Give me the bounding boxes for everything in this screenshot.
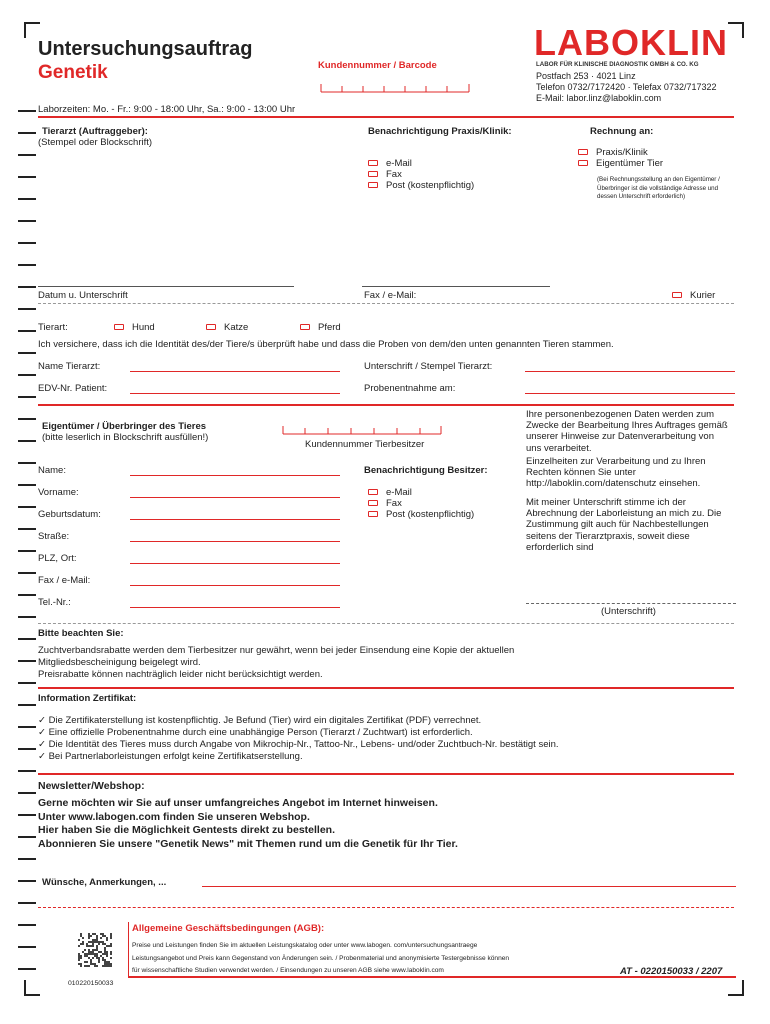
certificate-item: ✓ Die Zertifikaterstellung ist kostenpflichtig. Je Befund (Tier) wird ein digitales Zertifikat (PDF) verrechnet. [38,715,482,726]
edge-tick [18,132,36,134]
edge-tick [18,792,36,794]
invoice-options [578,147,663,169]
certificate-heading: Information Zertifikat: [38,693,137,704]
agb-line-2: Leistungsangebot und Preis kann Gegenstand von Änderungen sein. / Probenmaterial und anonymisierte Testergebnisse können [132,954,510,962]
invoice-practice[interactable]: Praxis/Klinik [578,147,663,158]
edge-tick [18,176,36,178]
edge-tick [18,550,36,552]
edge-tick [18,638,36,640]
edge-tick [18,682,36,684]
edge-tick [18,198,36,200]
owner-notify-fax[interactable]: Fax [368,498,474,509]
lab-address: Postfach 253 · 4021 Linz [536,71,636,81]
vet-name-field[interactable] [130,371,340,372]
divider-owner [38,623,734,624]
edge-tick [18,968,36,970]
edge-tick [18,858,36,860]
owner-field-input[interactable] [130,607,340,608]
owner-customer-number-label: Kundennummer Tierbesitzer [305,439,425,450]
edge-tick [18,704,36,706]
edge-tick [18,748,36,750]
wishes-field[interactable] [202,886,736,887]
owner-field-label: Fax / e-Mail: [38,575,91,586]
newsletter-heading: Newsletter/Webshop: [38,780,145,792]
edge-tick [18,726,36,728]
form-code: AT - 0220150033 / 2207 [620,966,723,977]
notes-line-2: Mitgliedsbescheinigung beigelegt wird. [38,657,201,668]
fax-email-line [362,286,550,287]
edv-label: EDV-Nr. Patient: [38,383,108,394]
checkbox-icon [300,324,310,330]
checkbox-icon [368,171,378,177]
corner-mark-bottom-right [728,980,744,996]
customer-number-field[interactable] [320,80,470,94]
divider-animal [38,404,734,406]
agb-line-3: für wissenschaftliche Studien verwendet werden. / Einsendungen zu unseren AGB siehe www.laboklin.com [132,967,444,974]
edge-tick [18,528,36,530]
edv-field[interactable] [130,393,340,394]
edge-tick [18,814,36,816]
edge-tick [18,418,36,420]
animal-horse[interactable]: Pferd [300,322,341,333]
edge-tick [18,264,36,266]
newsletter-line: Hier haben Sie die Möglichkeit Gentests direkt zu bestellen. [38,824,335,836]
owner-heading: Eigentümer / Überbringer des Tieres [42,421,207,432]
vet-notify-fax[interactable]: Fax [368,169,474,180]
sample-date-label: Probenentnahme am: [364,383,456,394]
notes-line-1: Zuchtverbandsrabatte werden dem Tierbesitzer nur gewährt, wenn bei jeder Einsendung eine Kopie der aktuellen [38,645,515,656]
edge-tick [18,374,36,376]
notes-line-3: Preisrabatte können nachträglich leider nicht berücksichtigt werden. [38,669,323,680]
newsletter-line: Unter www.labogen.com finden Sie unseren Webshop. [38,810,310,823]
edge-tick [18,484,36,486]
edge-tick [18,770,36,772]
edge-tick [18,308,36,310]
owner-notify-heading: Benachrichtigung Besitzer: [364,465,488,476]
divider-notes [38,687,734,689]
edge-tick [18,330,36,332]
animal-dog[interactable]: Hund [114,322,155,333]
owner-notify-email[interactable]: e-Mail [368,487,474,498]
checkbox-icon [672,292,682,298]
vet-heading: Tierarzt (Auftraggeber): [42,126,148,137]
edge-tick [18,616,36,618]
vet-notify-heading: Benachrichtigung Praxis/Klinik: [368,126,512,137]
corner-mark-bottom-left [24,980,40,996]
sample-date-field[interactable] [525,393,735,394]
vet-sign-field[interactable] [525,371,735,372]
wishes-field-line-2[interactable] [38,907,734,908]
wishes-label: Wünsche, Anmerkungen, ... [42,877,167,888]
newsletter-line: Gerne möchten wir Sie auf unser umfangreiches Angebot im Internet hinweisen. [38,797,438,809]
courier-option[interactable]: Kurier [672,290,715,301]
checkbox-icon [578,149,588,155]
corner-mark-top-left [24,22,40,38]
edge-tick [18,242,36,244]
divider-top [38,116,734,118]
edge-tick [18,836,36,838]
vet-sign-label: Unterschrift / Stempel Tierarzt: [364,361,493,372]
owner-signature-line[interactable] [526,603,736,604]
owner-field-input[interactable] [130,475,340,476]
vet-name-label: Name Tierarzt: [38,361,101,372]
notes-text [38,645,514,681]
date-sign-label: Datum u. Unterschrift [38,290,128,301]
certificate-list [38,715,559,763]
edge-tick [18,286,36,288]
checkbox-icon [368,500,378,506]
certificate-item: ✓ Bei Partnerlaborleistungen erfolgt keine Zertifikatserstellung. [38,751,303,762]
edge-tick [18,352,36,354]
page-title: Untersuchungsauftrag [38,38,253,60]
lab-phone: Telefon 0732/7172420 · Telefax 0732/717322 [536,82,717,92]
edge-tick [18,946,36,948]
owner-field-input[interactable] [130,563,340,564]
checkbox-icon [368,489,378,495]
owner-customer-number-field[interactable] [282,422,442,436]
checkbox-icon [206,324,216,330]
edge-tick [18,924,36,926]
edge-tick [18,440,36,442]
notes-heading: Bitte beachten Sie: [38,628,124,639]
corner-mark-top-right [728,22,744,38]
logo-tagline: LABOR FÜR KLINISCHE DIAGNOSTIK GMBH & CO. KG [536,61,699,68]
owner-field-input[interactable] [130,541,340,542]
vet-notify-email[interactable]: e-Mail [368,158,474,169]
vet-stamp-hint: (Stempel oder Blockschrift) [38,137,153,148]
owner-field-label: Vorname: [38,487,79,498]
edge-tick [18,572,36,574]
invoice-heading: Rechnung an: [590,126,654,137]
invoice-note: (Bei Rechnungsstellung an den Eigentümer / Überbringer ist die vollständige Adresse und dessen Unterschrift erforderlich) [597,176,720,200]
animal-type-label: Tierart: [38,322,68,333]
newsletter-text [38,797,458,851]
divider-vet [38,303,734,304]
laboklin-logo: LABOKLIN [534,22,728,63]
checkbox-icon [368,511,378,517]
checkbox-icon [114,324,124,330]
owner-hint: (bitte leserlich in Blockschrift ausfüllen!) [42,432,209,443]
fax-email-label: Fax / e-Mail: [364,290,417,301]
owner-field-label: Tel.-Nr.: [38,597,71,608]
edge-tick [18,660,36,662]
owner-field-label: Name: [38,465,66,476]
newsletter-line: Abonnieren Sie unsere "Genetik News" mit Themen rund um die Genetik für Ihr Tier. [38,837,458,850]
page-subtitle: Genetik [38,62,108,83]
edge-tick [18,880,36,882]
invoice-owner[interactable]: Eigentümer Tier [578,158,663,169]
edge-tick [18,594,36,596]
privacy-text-1: Ihre personenbezogenen Daten werden zum Zwecke der Bearbeitung Ihres Auftrages gemäß unserer Hinweise zur Datenverarbeitung von uns verarbeitet. [526,409,728,454]
vet-notify-post[interactable]: Post (kostenpflichtig) [368,180,474,191]
barcode-number: 010220150033 [68,980,114,987]
owner-notify-post[interactable]: Post (kostenpflichtig) [368,509,474,520]
edge-tick [18,396,36,398]
checkbox-icon [578,160,588,166]
agb-heading: Allgemeine Geschäftsbedingungen (AGB): [132,923,325,934]
certificate-item: ✓ Eine offizielle Probenentnahme durch eine unabhängige Person (Tierarzt / Zuchtwart) ist erforderlich. [38,727,473,738]
edge-tick [18,220,36,222]
edge-tick [18,506,36,508]
edge-tick [18,902,36,904]
certificate-item: ✓ Die Identität des Tieres muss durch Angabe von Mikrochip-Nr., Tattoo-Nr., Lebens- und/oder Zuchtbuch-Nr. bestätigt sein. [38,739,559,750]
edge-tick [18,110,36,112]
privacy-text-2: Einzelheiten zur Verarbeitung und zu Ihren Rechten können Sie unter http://laboklin.com/datenschutz einsehen. [526,456,706,490]
agb-text [132,940,509,978]
lab-hours: Laborzeiten: Mo. - Fr.: 9:00 - 18:00 Uhr, Sa.: 9:00 - 13:00 Uhr [38,104,296,115]
owner-field-label: Geburtsdatum: [38,509,101,520]
divider-certificate [38,773,734,775]
owner-field-input[interactable] [130,497,340,498]
owner-field-input[interactable] [130,585,340,586]
owner-notify-options [368,487,474,520]
checkbox-icon [368,182,378,188]
lab-email: E-Mail: labor.linz@laboklin.com [536,93,662,103]
qr-code-icon [78,933,112,967]
owner-field-input[interactable] [130,519,340,520]
checkbox-icon [368,160,378,166]
owner-field-label: PLZ, Ort: [38,553,77,564]
animal-cat[interactable]: Katze [206,322,248,333]
owner-signature-label: (Unterschrift) [601,606,656,617]
vet-notify-options [368,158,474,191]
agb-line-1: Preise und Leistungen finden Sie im aktuellen Leistungskatalog oder unter www.labogen. com/untersuchungsantraege [132,942,478,949]
edge-tick [18,462,36,464]
owner-field-label: Straße: [38,531,70,542]
date-sign-line [38,286,294,287]
customer-number-label: Kundennummer / Barcode [318,60,437,71]
edge-tick [18,154,36,156]
declaration-text: Ich versichere, dass ich die Identität des/der Tiere/s überprüft habe und dass die Proben von dem/den unten genannten Tieren stammen. [38,339,614,350]
privacy-text-3: Mit meiner Unterschrift stimme ich der Abrechnung der Laborleistung an mich zu. Die Zustimmung gilt auch für Nachbestellungen seitens der Tierarztpraxis, soweit diese erforderlich sind [526,497,722,553]
